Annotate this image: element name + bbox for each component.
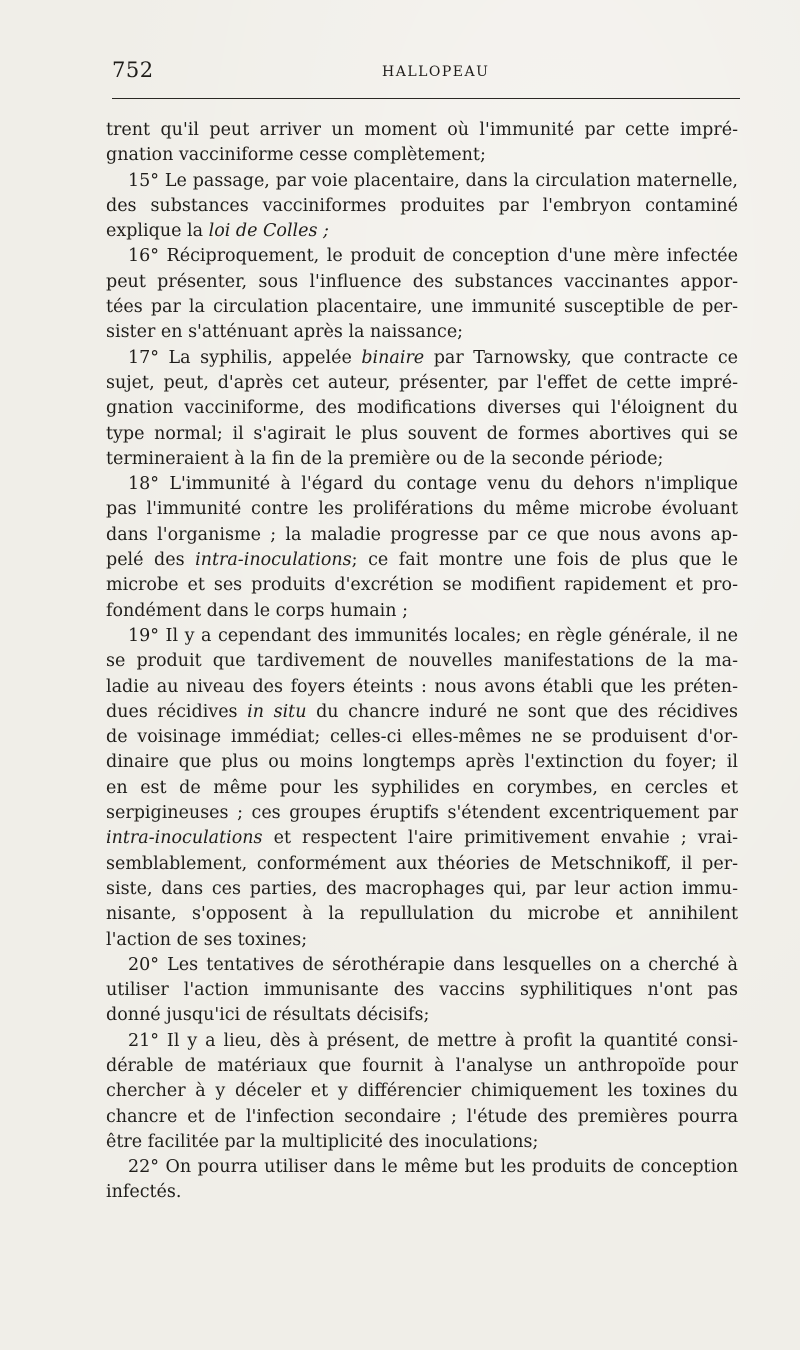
- text-line: [106, 725, 738, 750]
- text-segment: 18° L'immunité à l'égard du contage venu du dehors n'implique: [128, 474, 738, 495]
- text-line: [106, 523, 738, 548]
- text-line: [106, 194, 738, 219]
- text-line: [106, 978, 738, 1003]
- italic-segment: binaire: [361, 347, 425, 368]
- italic-segment: in situ: [247, 701, 307, 722]
- text-line: [106, 776, 738, 801]
- text-segment: 15° Le passage, par voie placentaire, dans la circulation maternelle,: [128, 170, 738, 191]
- text-segment: fondément dans le corps humain ;: [106, 600, 408, 621]
- text-line: [106, 1155, 738, 1180]
- text-line: [106, 447, 738, 472]
- text-line: [106, 219, 738, 244]
- text-line: [106, 624, 738, 649]
- page-number: 752: [112, 58, 154, 82]
- text-line: [106, 1029, 738, 1054]
- text-line: [106, 902, 738, 927]
- text-line: [106, 675, 738, 700]
- text-segment: dérable de matériaux que fournit à l'analyse un anthropoïde pour: [106, 1055, 738, 1076]
- text-segment: pas l'immunité contre les proliférations du même microbe évoluant: [106, 499, 738, 520]
- text-line: [106, 320, 738, 345]
- text-segment: en est de même pour les syphilides en corymbes, en cercles et: [106, 777, 738, 798]
- text-line: [106, 396, 738, 421]
- text-segment: ladie au niveau des foyers éteints : nous avons établi que les préten-: [106, 676, 738, 697]
- text-line: [106, 1180, 738, 1205]
- text-line: [106, 1105, 738, 1130]
- text-line: [106, 371, 738, 396]
- text-line: [106, 801, 738, 826]
- text-segment: tées par la circulation placentaire, une immunité susceptible de per-: [106, 297, 738, 318]
- text-segment: pelé des: [106, 550, 196, 571]
- text-segment: type normal; il s'agirait le plus souvent de formes abortives qui se: [106, 423, 738, 444]
- body-text: [106, 118, 738, 1206]
- text-segment: utiliser l'action immunisante des vaccins syphilitiques n'ont pas: [106, 980, 738, 1001]
- text-segment: serpigineuses ; ces groupes éruptifs s'étendent excentriquement par: [106, 803, 738, 824]
- text-line: [106, 826, 738, 851]
- text-segment: sister en s'atténuant après la naissance;: [106, 322, 464, 343]
- text-segment: sujet, peut, d'après cet auteur, présenter, par l'effet de cette impré-: [106, 372, 738, 393]
- text-line: [106, 599, 738, 624]
- text-line: [106, 573, 738, 598]
- text-segment: nisante, s'opposent à la repullulation du microbe et annihilent: [106, 904, 738, 925]
- italic-segment: intra-inoculations: [106, 828, 263, 849]
- text-segment: trent qu'il peut arriver un moment où l'immunité par cette impré-: [106, 120, 738, 140]
- text-line: [106, 346, 738, 371]
- text-segment: dues récidives: [106, 701, 248, 722]
- text-line: [106, 270, 738, 295]
- text-line: [106, 1130, 738, 1155]
- text-line: [106, 548, 738, 573]
- text-line: [106, 169, 738, 194]
- text-segment: explique la: [106, 221, 209, 242]
- text-segment: par Tarnowsky, que contracte ce: [424, 347, 738, 368]
- text-segment: 19° Il y a cependant des immunités locales; en règle générale, il ne: [128, 625, 738, 646]
- text-line: [106, 143, 738, 168]
- text-segment: 22° On pourra utiliser dans le même but les produits de conception: [128, 1157, 738, 1178]
- text-segment: 17° La syphilis, appelée: [128, 347, 362, 368]
- text-line: [106, 953, 738, 978]
- text-line: [106, 700, 738, 725]
- text-segment: 21° Il y a lieu, dès à présent, de mettre à profit la quantité consi-: [128, 1030, 738, 1051]
- text-segment: dans l'organisme ; la maladie progresse par ce que nous avons ap-: [106, 524, 738, 545]
- text-segment: peut présenter, sous l'influence des substances vaccinantes appor-: [106, 271, 738, 292]
- text-segment: dinaire que plus ou moins longtemps après l'extinction du foyer; il: [106, 752, 738, 773]
- text-line: [106, 649, 738, 674]
- text-line: [106, 928, 738, 953]
- text-line: [106, 422, 738, 447]
- text-line: [106, 750, 738, 775]
- text-segment: semblablement, conformément aux théories de Metschnikoff, il per-: [106, 853, 738, 874]
- header-rule: [112, 98, 740, 99]
- text-segment: donné jusqu'ici de résultats décisifs;: [106, 1005, 430, 1026]
- italic-segment: intra-inoculations: [195, 550, 352, 571]
- text-segment: gnation vacciniforme, des modifications diverses qui l'éloignent du: [106, 398, 738, 419]
- text-segment: l'action de ses toxines;: [106, 929, 308, 950]
- text-segment: chancre et de l'infection secondaire ; l'étude des premières pourra: [106, 1106, 738, 1127]
- italic-segment: loi de Colles ;: [208, 221, 329, 242]
- running-head: HALLOPEAU: [382, 64, 490, 80]
- text-segment: 16° Réciproquement, le produit de conception d'une mère infectée: [128, 246, 738, 267]
- text-segment: et respectent l'aire primitivement envahie ; vrai-: [262, 828, 738, 849]
- text-segment: des substances vacciniformes produites par l'embryon contaminé: [106, 195, 738, 216]
- text-segment: microbe et ses produits d'excrétion se modifient rapidement et pro-: [106, 575, 738, 596]
- text-line: [106, 118, 738, 143]
- text-line: [106, 1003, 738, 1028]
- text-segment: 20° Les tentatives de sérothérapie dans lesquelles on a cherché à: [128, 954, 738, 975]
- text-segment: infectés.: [106, 1182, 182, 1203]
- text-line: [106, 497, 738, 522]
- text-segment: chercher à y déceler et y différencier chimiquement les toxines du: [106, 1081, 738, 1102]
- text-line: [106, 877, 738, 902]
- text-segment: ; ce fait montre une fois de plus que le: [351, 550, 738, 571]
- text-segment: gnation vacciniforme cesse complètement;: [106, 145, 486, 166]
- text-segment: se produit que tardivement de nouvelles manifestations de la ma-: [106, 651, 738, 672]
- text-line: [106, 244, 738, 269]
- page-header: [112, 58, 740, 88]
- text-segment: termineraient à la fin de la première ou de la seconde période;: [106, 448, 664, 469]
- text-line: [106, 472, 738, 497]
- text-line: [106, 852, 738, 877]
- text-segment: de voisinage immédiat; celles-ci elles-mêmes ne se produisent d'or-: [106, 727, 738, 748]
- text-segment: du chancre induré ne sont que des récidives: [306, 701, 738, 722]
- text-segment: siste, dans ces parties, des macrophages qui, par leur action immu-: [106, 878, 738, 899]
- text-line: [106, 1079, 738, 1104]
- text-segment: être facilitée par la multiplicité des inoculations;: [106, 1131, 539, 1152]
- text-line: [106, 295, 738, 320]
- text-line: [106, 1054, 738, 1079]
